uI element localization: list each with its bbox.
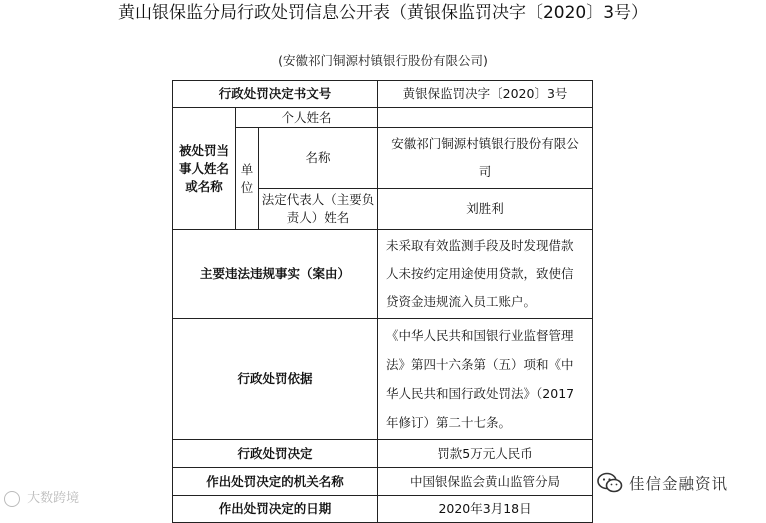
date-value: 2020年3月18日 (378, 496, 593, 523)
row-decision (173, 440, 593, 468)
watermark-left-text: 大数跨境 (27, 491, 80, 506)
date-label: 作出处罚决定的日期 (173, 496, 378, 523)
company-subtitle: (安徽祁门铜源村镇银行股份有限公司) (278, 53, 488, 68)
row-facts (173, 230, 593, 319)
decision-value: 罚款5万元人民币 (378, 440, 593, 468)
watermark-logo-icon (4, 491, 20, 507)
row-individual (173, 108, 593, 128)
rep-label: 法定代表人（主要负责人）姓名 (259, 189, 378, 230)
watermark-right-text: 佳信金融资讯 (629, 475, 729, 493)
penalty-info-table (172, 80, 593, 523)
individual-label: 个人姓名 (236, 108, 378, 128)
individual-value (378, 108, 593, 128)
facts-value: 未采取有效监测手段及时发现借款人未按约定用途使用贷款，致使信贷资金违规流入员工账户。 (378, 230, 593, 319)
row-date (173, 496, 593, 523)
watermark-right (597, 472, 728, 494)
row-doc-no (173, 81, 593, 108)
wechat-icon (597, 472, 623, 494)
party-label: 被处罚当事人姓名或名称 (173, 108, 236, 230)
page-title: 黄山银保监分局行政处罚信息公开表（黄银保监罚决字〔2020〕3号） (117, 3, 649, 23)
unit-label: 单位 (236, 128, 259, 230)
basis-label: 行政处罚依据 (173, 319, 378, 440)
facts-label: 主要违法违规事实（案由） (173, 230, 378, 319)
doc-no-value: 黄银保监罚决字〔2020〕3号 (378, 81, 593, 108)
decision-label: 行政处罚决定 (173, 440, 378, 468)
watermark-left (4, 487, 79, 507)
authority-value: 中国银保监会黄山监管分局 (378, 468, 593, 496)
row-authority (173, 468, 593, 496)
authority-label: 作出处罚决定的机关名称 (173, 468, 378, 496)
name-label: 名称 (259, 128, 378, 189)
name-value: 安徽祁门铜源村镇银行股份有限公司 (378, 128, 593, 189)
doc-no-label: 行政处罚决定书文号 (173, 81, 378, 108)
row-basis (173, 319, 593, 440)
basis-value: 《中华人民共和国银行业监督管理法》第四十六条第（五）项和《中华人民共和国行政处罚法》（2017年修订）第二十七条。 (378, 319, 593, 440)
rep-value: 刘胜利 (378, 189, 593, 230)
row-unit-name-1 (173, 128, 593, 154)
